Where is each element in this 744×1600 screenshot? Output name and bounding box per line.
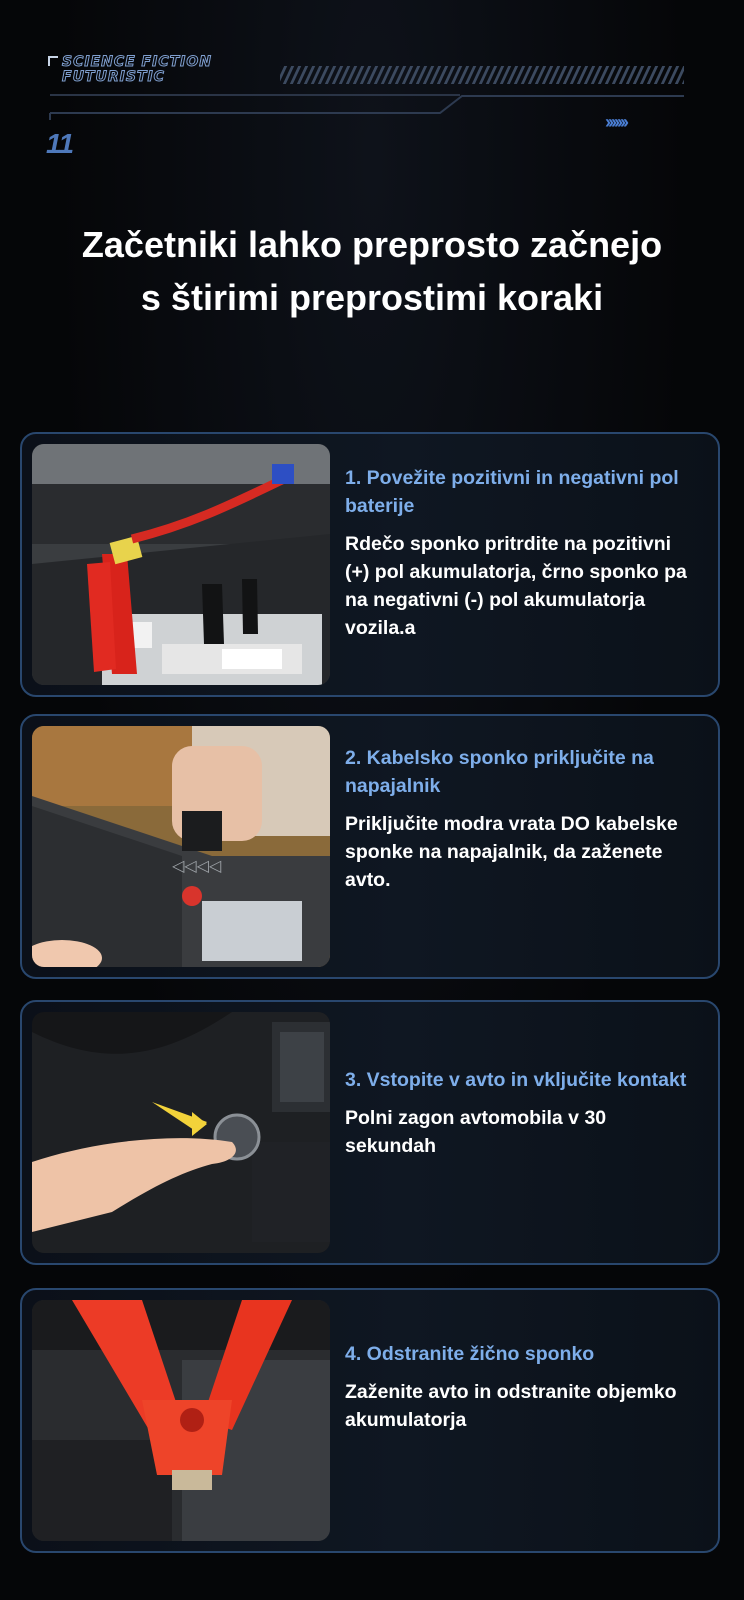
header-label-line1: SCIENCE FICTION: [62, 54, 212, 70]
battery-clamp-photo: [32, 444, 330, 685]
step-card-2: [20, 714, 720, 979]
header-label: [62, 55, 212, 85]
header-decoration: [0, 0, 744, 190]
step-description: Rdečo sponko pritrdite na pozitivni (+) pol akumulatorja, črno sponko pa na negativni (-) pol akumulatorja vozila.a: [345, 533, 687, 639]
header-label-line2: FUTURISTIC: [62, 69, 165, 85]
corner-bracket-icon: [48, 56, 58, 66]
step-text-2: [345, 744, 696, 894]
step-card-4: [20, 1288, 720, 1553]
chevrons-right-icon: ›››››››: [605, 112, 626, 132]
step-title: 4. Odstranite žično sponko: [345, 1343, 595, 1365]
step-title: 3. Vstopite v avto in vključite kontakt: [345, 1069, 687, 1091]
step-description: Polni zagon avtomobila v 30 sekundah: [345, 1107, 607, 1157]
page-title-line2: s štirimi preprostimi koraki: [140, 277, 604, 318]
remove-clamp-photo: [32, 1300, 330, 1541]
header-frame-lines: [0, 0, 744, 190]
svg-text:◁◁◁◁: ◁◁◁◁: [172, 856, 222, 875]
page-title-line1: Začetniki lahko preprosto začnejo: [81, 224, 663, 265]
step-text-4: [345, 1340, 696, 1434]
jump-starter-photo: [32, 726, 330, 967]
section-number: 11: [46, 128, 74, 159]
step-title: 1. Povežite pozitivni in negativni pol baterije: [345, 467, 679, 517]
step-card-3: [20, 1000, 720, 1265]
step-description: Priključite modra vrata DO kabelske sponke na napajalnik, da zaženete avto.: [345, 813, 678, 891]
step-title: 2. Kabelsko sponko priključite na napajalnik: [345, 747, 654, 797]
page-title: [0, 218, 744, 324]
step-description: Zaženite avto in odstranite objemko akumulatorja: [345, 1381, 677, 1431]
step-card-1: [20, 432, 720, 697]
start-button-photo: [32, 1012, 330, 1253]
step-text-3: [345, 1066, 696, 1160]
step-text-1: [345, 464, 696, 642]
